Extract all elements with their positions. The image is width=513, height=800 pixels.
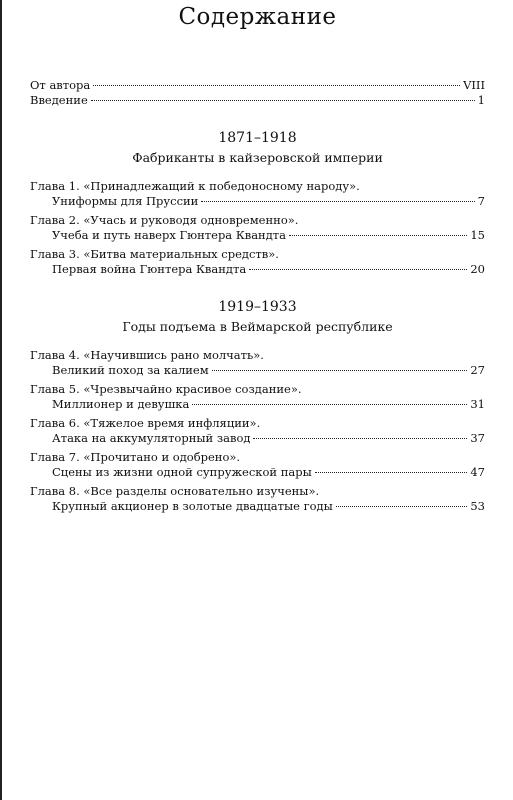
dot-leader bbox=[192, 404, 467, 405]
toc-entry-label: От автора bbox=[30, 78, 91, 92]
chapter-page: 27 bbox=[470, 363, 485, 377]
toc-entry[interactable] bbox=[30, 78, 485, 93]
dot-leader bbox=[336, 506, 468, 507]
page-title: Содержание bbox=[178, 4, 337, 30]
part-title: Фабриканты в кайзеровской империи bbox=[132, 150, 383, 165]
chapter-entry[interactable] bbox=[30, 416, 485, 446]
chapter-list bbox=[30, 348, 485, 514]
chapter-page: 53 bbox=[470, 499, 485, 513]
chapter-subtitle: Великий поход за калием bbox=[52, 363, 209, 377]
dot-leader bbox=[212, 370, 468, 371]
dot-leader bbox=[249, 269, 467, 270]
chapter-heading: Глава 7. «Прочитано и одобрено». bbox=[30, 450, 241, 464]
chapter-subtitle: Атака на аккумуляторный завод bbox=[52, 431, 251, 445]
chapter-entry[interactable] bbox=[30, 382, 485, 412]
front-matter bbox=[30, 78, 485, 108]
chapter-list bbox=[30, 179, 485, 277]
chapter-page: 31 bbox=[470, 397, 485, 411]
part-heading bbox=[30, 298, 485, 335]
chapter-subtitle: Учеба и путь наверх Гюнтера Квандта bbox=[52, 228, 287, 242]
chapter-entry[interactable] bbox=[30, 348, 485, 378]
chapter-entry[interactable] bbox=[30, 247, 485, 277]
chapter-subtitle: Первая война Гюнтера Квандта bbox=[52, 262, 247, 276]
dot-leader bbox=[315, 472, 468, 473]
toc-entry-label: Введение bbox=[30, 93, 88, 107]
chapter-entry[interactable] bbox=[30, 213, 485, 243]
part-years: 1919–1933 bbox=[218, 299, 297, 315]
chapter-heading: Глава 5. «Чрезвычайно красивое создание». bbox=[30, 382, 302, 396]
dot-leader bbox=[201, 201, 474, 202]
chapter-page: 47 bbox=[470, 465, 485, 479]
chapter-heading: Глава 2. «Учась и руководя одновременно». bbox=[30, 213, 299, 227]
dot-leader bbox=[93, 85, 460, 86]
dot-leader bbox=[289, 235, 467, 236]
chapter-entry[interactable] bbox=[30, 450, 485, 480]
chapter-entry[interactable] bbox=[30, 484, 485, 514]
dot-leader bbox=[91, 100, 475, 101]
chapter-subtitle: Миллионер и девушка bbox=[52, 397, 190, 411]
part-title: Годы подъема в Веймарской республике bbox=[122, 319, 393, 334]
chapter-subtitle: Униформы для Пруссии bbox=[52, 194, 199, 208]
toc-entry[interactable] bbox=[30, 93, 485, 108]
chapter-entry[interactable] bbox=[30, 179, 485, 209]
chapter-page: 37 bbox=[470, 431, 485, 445]
chapter-heading: Глава 1. «Принадлежащий к победоносному народу». bbox=[30, 179, 360, 193]
chapter-heading: Глава 6. «Тяжелое время инфляции». bbox=[30, 416, 261, 430]
chapter-heading: Глава 3. «Битва материальных средств». bbox=[30, 247, 279, 261]
chapter-subtitle: Крупный акционер в золотые двадцатые годы bbox=[52, 499, 333, 513]
toc-page bbox=[30, 0, 485, 518]
chapter-page: 7 bbox=[477, 194, 485, 208]
chapter-page: 20 bbox=[470, 262, 485, 276]
toc-entry-page: 1 bbox=[477, 93, 485, 107]
chapter-heading: Глава 8. «Все разделы основательно изучены». bbox=[30, 484, 320, 498]
dot-leader bbox=[253, 438, 467, 439]
chapter-subtitle: Сцены из жизни одной супружеской пары bbox=[52, 465, 312, 479]
chapter-heading: Глава 4. «Научившись рано молчать». bbox=[30, 348, 264, 362]
page-edge-rule bbox=[0, 0, 2, 800]
part-heading bbox=[30, 129, 485, 166]
toc-entry-page: VIII bbox=[463, 78, 485, 92]
part-years: 1871–1918 bbox=[218, 130, 297, 146]
chapter-page: 15 bbox=[470, 228, 485, 242]
